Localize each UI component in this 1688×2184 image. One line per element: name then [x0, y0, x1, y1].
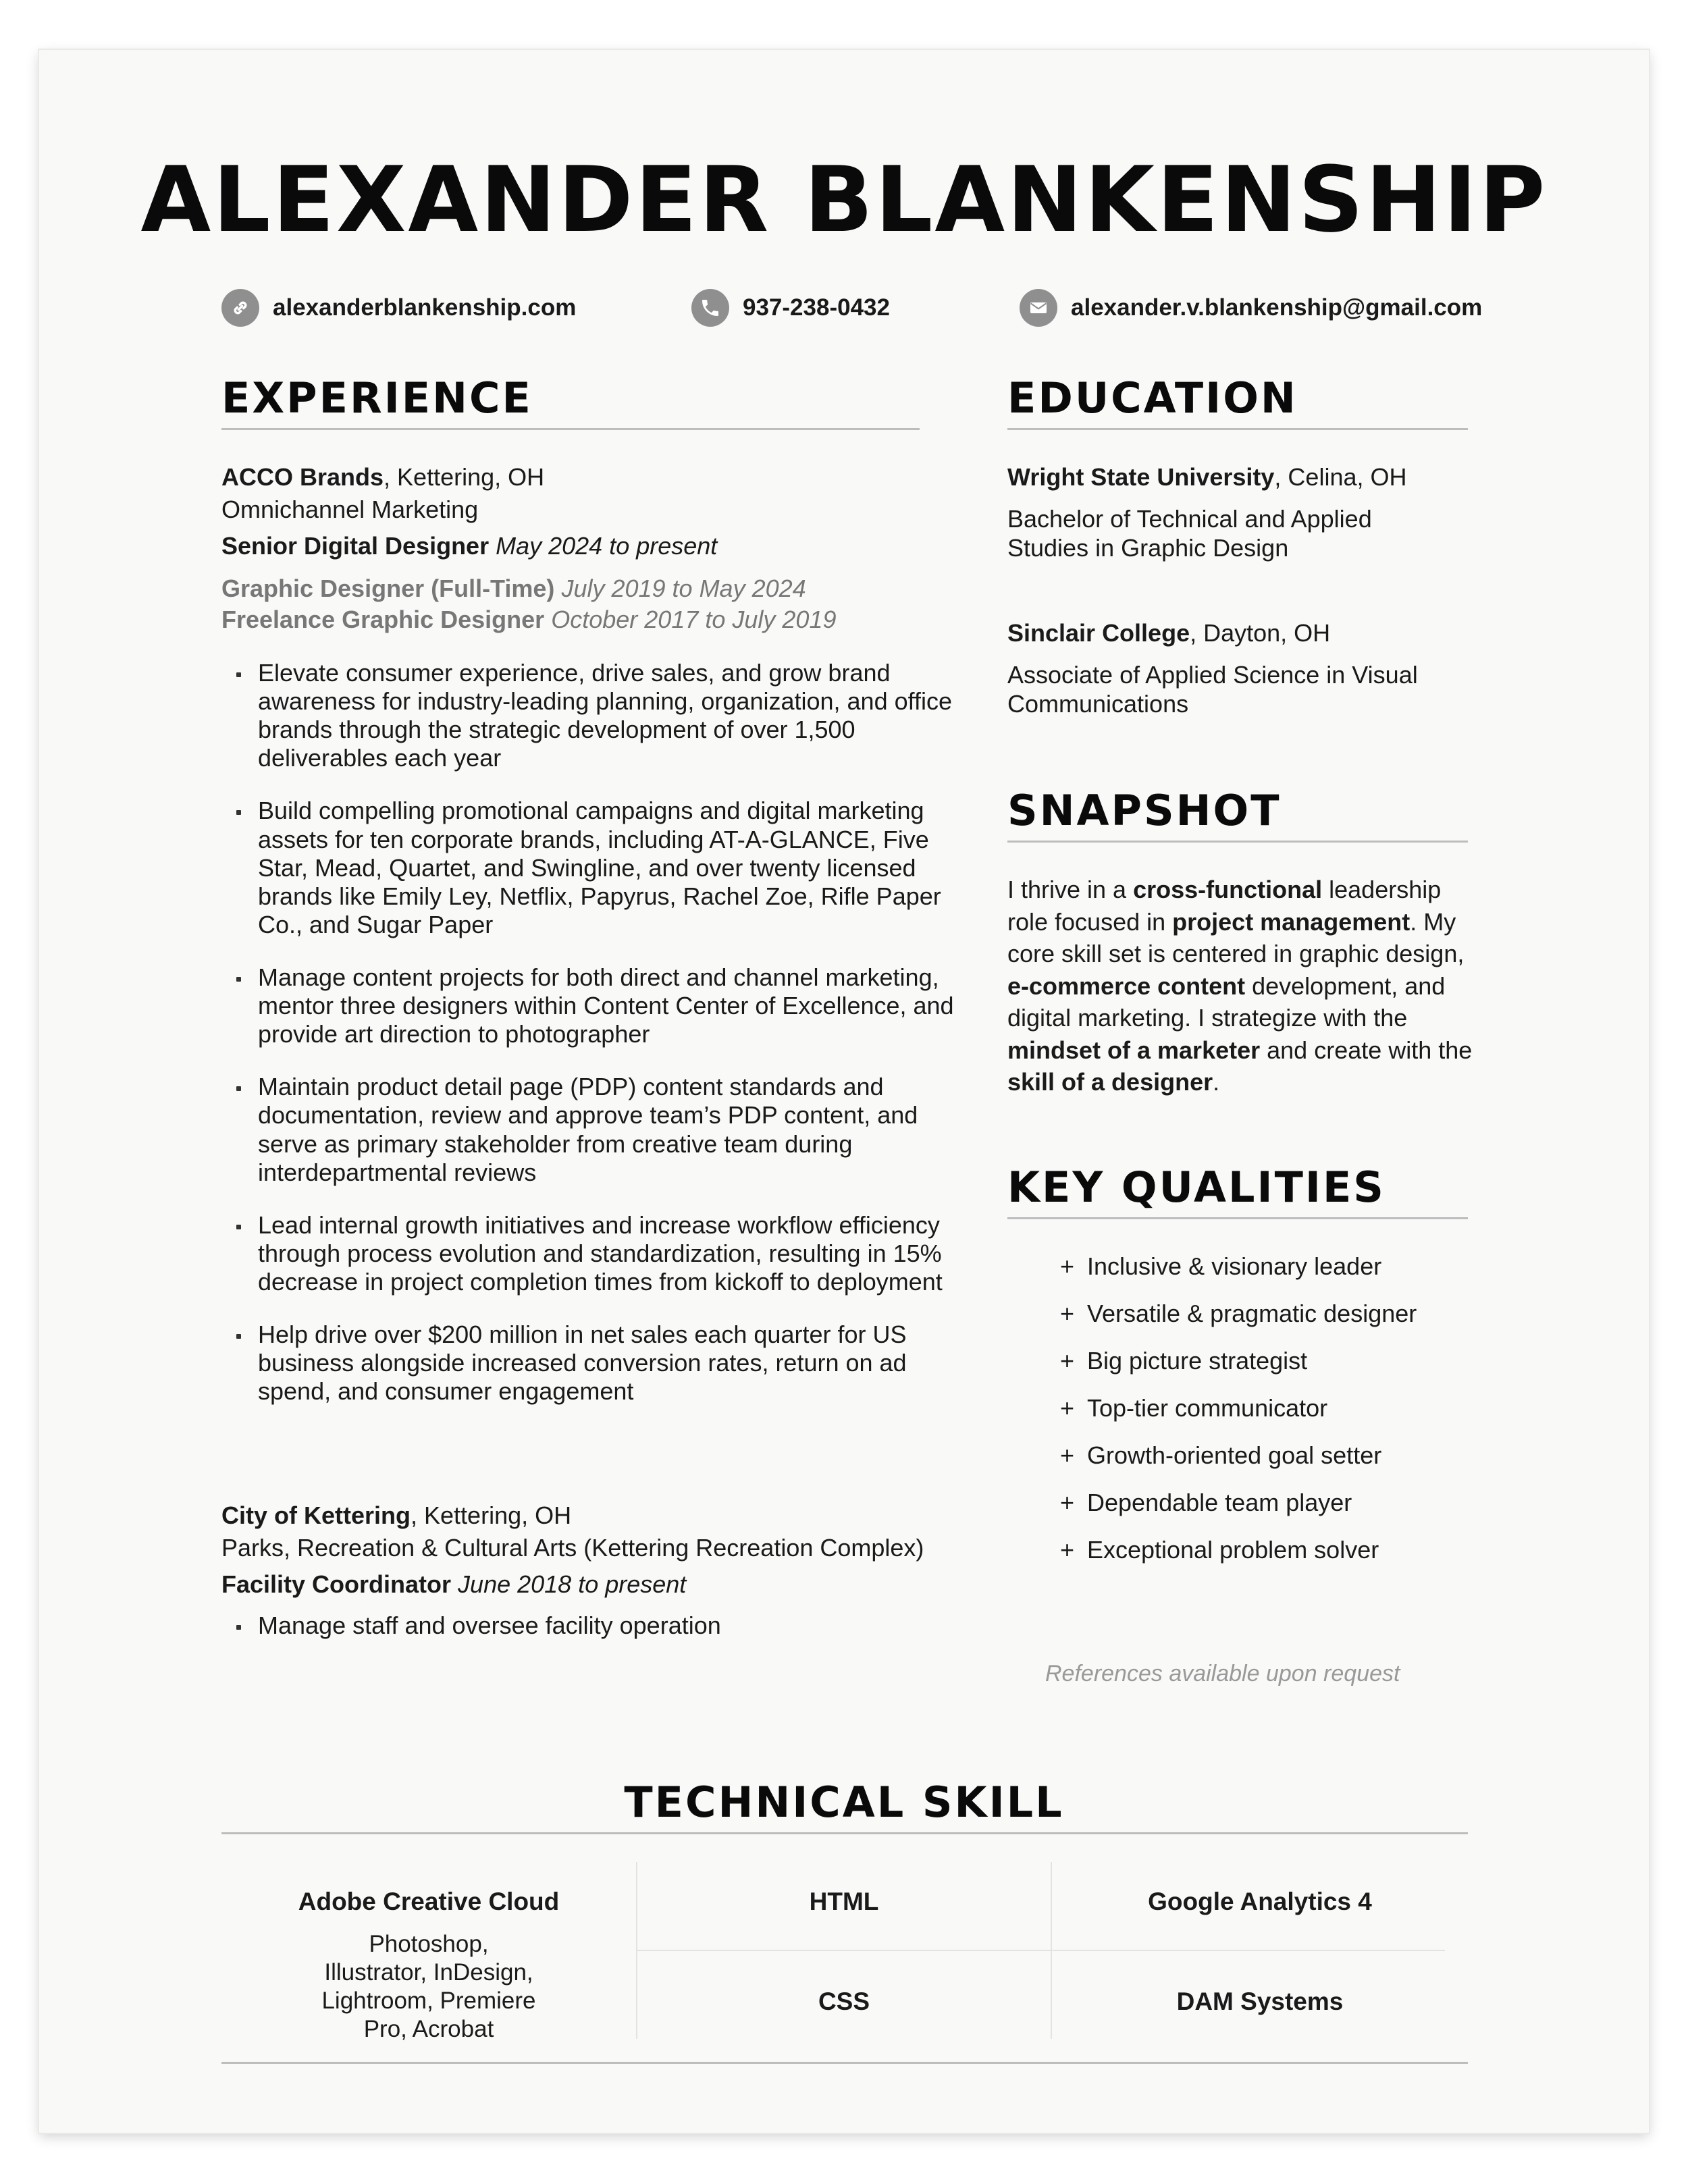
- role-title: Facility Coordinator: [221, 1570, 452, 1598]
- references-note: References available upon request: [1045, 1661, 1400, 1686]
- list-item: Help drive over $200 million in net sales each quarter for US business alongside increased conversion rates, return on ad spend, and consumer engagement: [221, 1321, 971, 1406]
- skill-adobe-apps: Photoshop, Illustrator, InDesign, Lightroom, Premiere Pro, Acrobat: [321, 1931, 536, 2042]
- school-location: , Celina, OH: [1274, 463, 1407, 491]
- snapshot-emphasis: e-commerce content: [1007, 971, 1246, 1000]
- list-item: Manage content projects for both direct and channel marketing, mentor three designers within Content Center of Excellence, and provide art direction to photographer: [221, 963, 971, 1048]
- list-item: [1060, 1491, 1352, 1515]
- snapshot-emphasis: mindset of a marketer: [1007, 1036, 1261, 1064]
- school-line: [1007, 462, 1407, 493]
- phone-text: 937-238-0432: [743, 294, 890, 321]
- experience-heading: EXPERIENCE: [221, 373, 533, 423]
- school-location: , Dayton, OH: [1190, 619, 1331, 647]
- list-item: [1060, 1396, 1327, 1420]
- list-item: [1060, 1349, 1307, 1373]
- plus-icon: +: [1060, 1536, 1075, 1564]
- kettering-location: , Kettering, OH: [411, 1501, 572, 1529]
- list-item: [1060, 1254, 1381, 1279]
- snapshot-text: . My core skill set is centered in graphic design,: [1007, 907, 1465, 968]
- kettering-bullets: [221, 1612, 971, 1640]
- mail-icon: [1020, 289, 1057, 327]
- list-item: Maintain product detail page (PDP) content standards and documentation, review and approve team’s PDP content, and serve as primary stakeholder from creative team during interdepartmental reviews: [221, 1073, 971, 1186]
- education-rule: [1007, 428, 1468, 430]
- website-text: alexanderblankenship.com: [273, 294, 577, 321]
- snapshot-text: I thrive in a: [1007, 876, 1134, 903]
- skill-html: HTML: [809, 1888, 879, 1915]
- plus-icon: +: [1060, 1394, 1075, 1422]
- plus-icon: +: [1060, 1252, 1075, 1280]
- technical-skill-heading: TECHNICAL SKILL: [624, 1778, 1064, 1827]
- acco-company: ACCO Brands: [221, 463, 384, 491]
- kettering-department: Parks, Recreation & Cultural Arts (Kettering Recreation Complex): [221, 1534, 924, 1562]
- table-divider: [636, 1950, 1445, 1951]
- quality-text: Exceptional problem solver: [1087, 1536, 1379, 1564]
- plus-icon: +: [1060, 1347, 1075, 1375]
- skill-ga4: Google Analytics 4: [1148, 1888, 1372, 1915]
- snapshot-rule: [1007, 841, 1468, 843]
- contact-website[interactable]: [221, 288, 576, 328]
- role-dates: June 2018 to present: [458, 1570, 687, 1598]
- role-dates: July 2019 to May 2024: [561, 575, 806, 602]
- plus-icon: +: [1060, 1300, 1075, 1327]
- role-dates: May 2024 to present: [496, 532, 718, 560]
- list-item: [1060, 1538, 1379, 1562]
- snapshot-text: and create with the: [1260, 1036, 1473, 1064]
- acco-company-line: [221, 462, 544, 493]
- role-freelance: [221, 604, 837, 635]
- school-name: Sinclair College: [1007, 619, 1190, 647]
- snapshot-paragraph: [1007, 874, 1473, 1098]
- school-line: [1007, 618, 1330, 649]
- skill-dam: DAM Systems: [1176, 1988, 1344, 2015]
- role-title: Freelance Graphic Designer: [221, 606, 545, 633]
- snapshot-text: development, and digital marketing. I strategize with the: [1007, 971, 1446, 1032]
- quality-text: Top-tier communicator: [1087, 1394, 1328, 1422]
- snapshot-text: leadership role focused in: [1007, 876, 1442, 936]
- phone-icon: [691, 289, 729, 327]
- snapshot-heading: SNAPSHOT: [1007, 786, 1282, 835]
- snapshot-emphasis: cross-functional: [1133, 876, 1323, 903]
- role-dates: October 2017 to July 2019: [551, 606, 837, 633]
- snapshot-emphasis: project management: [1172, 907, 1410, 936]
- quality-text: Growth-oriented goal setter: [1087, 1441, 1382, 1469]
- acco-location: , Kettering, OH: [384, 463, 545, 491]
- skill-adobe: Adobe Creative Cloud: [298, 1888, 560, 1915]
- kettering-company: City of Kettering: [221, 1501, 411, 1529]
- key-qualities-rule: [1007, 1217, 1468, 1219]
- list-item: [1060, 1443, 1381, 1468]
- email-text: alexander.v.blankenship@gmail.com: [1071, 294, 1483, 321]
- school-name: Wright State University: [1007, 463, 1275, 491]
- list-item: [1060, 1302, 1417, 1326]
- plus-icon: +: [1060, 1441, 1075, 1469]
- role-title: Senior Digital Designer: [221, 532, 490, 560]
- kettering-company-line: [221, 1500, 571, 1531]
- quality-text: Versatile & pragmatic designer: [1087, 1300, 1417, 1327]
- resume-page: [39, 50, 1649, 2133]
- plus-icon: +: [1060, 1489, 1075, 1516]
- role-graphic: [221, 573, 806, 604]
- key-qualities-heading: KEY QUALITIES: [1007, 1163, 1386, 1212]
- education-heading: EDUCATION: [1007, 373, 1298, 423]
- contact-phone[interactable]: [691, 288, 890, 328]
- list-item: Elevate consumer experience, drive sales, and grow brand awareness for industry-leading planning, organization, and office brands through the strategic development of over 1,500 deliverables each year: [221, 659, 971, 772]
- quality-text: Inclusive & visionary leader: [1087, 1252, 1382, 1280]
- quality-text: Dependable team player: [1087, 1489, 1352, 1516]
- role-title: Graphic Designer (Full-Time): [221, 575, 555, 602]
- role-facility: [221, 1569, 686, 1599]
- link-icon: [221, 289, 259, 327]
- experience-rule: [221, 428, 920, 430]
- snapshot-text: .: [1213, 1068, 1220, 1096]
- degree-text: Associate of Applied Science in Visual Communications: [1007, 661, 1418, 718]
- list-item: Manage staff and oversee facility operation: [221, 1612, 971, 1640]
- role-senior: [221, 531, 717, 561]
- candidate-name: ALEXANDER BLANKENSHIP: [140, 147, 1548, 252]
- list-item: Build compelling promotional campaigns and digital marketing assets for ten corporate brands, including AT-A-GLANCE, Five Star, Mead, Quartet, and Swingline, and over twenty licensed brands like Emily Ley, Netflix, Papyrus, Rachel Zoe, Rifle Paper Co., and Sugar Paper: [221, 797, 971, 939]
- quality-text: Big picture strategist: [1087, 1347, 1308, 1375]
- list-item: Lead internal growth initiatives and increase workflow efficiency through process evolution and standardization, resulting in 15% decrease in project completion times from kickoff to deployment: [221, 1211, 971, 1296]
- degree-text: Bachelor of Technical and Applied Studies in Graphic Design: [1007, 505, 1372, 562]
- skill-css: CSS: [818, 1988, 870, 2015]
- acco-bullets: [221, 659, 971, 1406]
- contact-email[interactable]: [1020, 288, 1482, 328]
- acco-department: Omnichannel Marketing: [221, 496, 479, 523]
- snapshot-emphasis: skill of a designer: [1007, 1068, 1213, 1096]
- technical-rule-bottom: [221, 2062, 1468, 2064]
- technical-rule-top: [221, 1832, 1468, 1834]
